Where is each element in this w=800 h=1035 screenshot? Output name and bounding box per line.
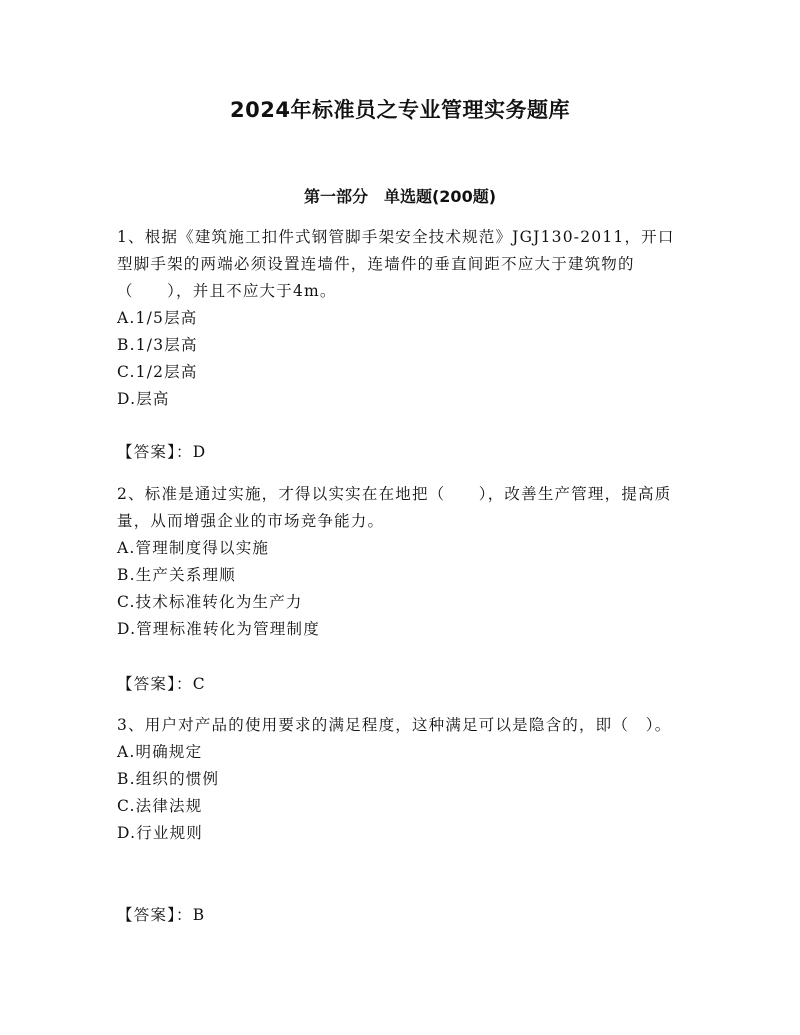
answer-label: 【答案】： [117, 675, 193, 693]
option-d: D.行业规则 [117, 824, 204, 842]
answer-value: C [192, 675, 206, 693]
option-c: C.法律法规 [117, 797, 203, 815]
answer-value: B [192, 906, 206, 924]
question-stem: 1、根据《建筑施工扣件式钢管脚手架安全技术规范》JGJ130-2011，开口型脚手架的两端必须设置连墙件，连墙件的垂直间距不应大于建筑物的（ ），并且不应大于4m。 [117, 228, 675, 300]
option-a: A.管理制度得以实施 [117, 539, 270, 557]
answer-1 [117, 439, 677, 466]
section-heading: 第一部分 单选题(200题) [303, 187, 497, 206]
option-d: D.管理标准转化为管理制度 [117, 620, 320, 638]
option-c: C.1/2层高 [117, 363, 198, 381]
option-c: C.技术标准转化为生产力 [117, 593, 303, 611]
option-b: B.1/3层高 [117, 336, 198, 354]
answer-2 [117, 671, 677, 698]
answer-value: D [192, 443, 207, 461]
option-b: B.组织的惯例 [117, 770, 220, 788]
answer-3 [117, 902, 677, 929]
answer-label: 【答案】： [117, 906, 193, 924]
answer-label: 【答案】： [117, 443, 193, 461]
question-2 [117, 481, 677, 643]
option-a: A.明确规定 [117, 743, 203, 761]
question-3 [117, 712, 677, 847]
question-stem: 2、标准是通过实施，才得以实实在在地把（ ），改善生产管理，提高质量，从而增强企业的市场竞争能力。 [117, 485, 672, 530]
question-1 [117, 224, 677, 413]
option-d: D.层高 [117, 390, 170, 408]
option-a: A.1/5层高 [117, 309, 198, 327]
question-stem: 3、用户对产品的使用要求的满足程度，这种满足可以是隐含的，即（ ）。 [117, 716, 672, 734]
option-b: B.生产关系理顺 [117, 566, 236, 584]
document-title: 2024年标准员之专业管理实务题库 [230, 98, 570, 122]
